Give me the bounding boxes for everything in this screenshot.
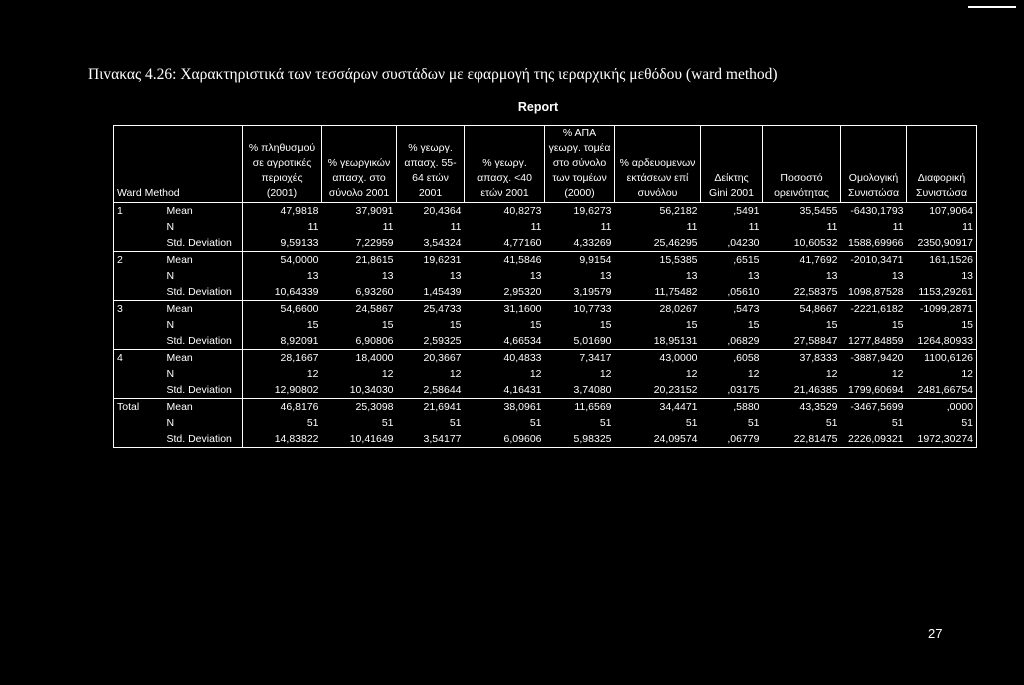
table-cell: 25,4733 bbox=[423, 303, 462, 315]
table-cell: 5,01690 bbox=[545, 333, 615, 350]
table-cell: 13 bbox=[529, 270, 542, 282]
table-cell: 1100,6126 bbox=[924, 352, 974, 364]
table-cell: 51 bbox=[306, 417, 319, 429]
table-cell: 37,8333 bbox=[799, 352, 838, 364]
statistic-label: N bbox=[164, 415, 243, 431]
page-number: 27 bbox=[928, 626, 943, 641]
table-row bbox=[114, 382, 977, 399]
table-row bbox=[114, 333, 977, 350]
table-cell: 11 bbox=[382, 221, 394, 233]
table-cell: 18,4000 bbox=[355, 352, 394, 364]
table-cell: 1,45439 bbox=[397, 284, 465, 301]
table-cell: ,04230 bbox=[701, 235, 763, 252]
table-cell: 4,16431 bbox=[465, 382, 545, 399]
table-cell: 24,5867 bbox=[355, 303, 394, 315]
table-cell: 19,6231 bbox=[423, 254, 462, 266]
table-cell: 12 bbox=[306, 368, 319, 380]
table-cell: 47,9818 bbox=[280, 205, 319, 217]
table-cell: 6,93260 bbox=[322, 284, 397, 301]
table-cell: 15 bbox=[825, 319, 838, 331]
table-cell: -6430,1793 bbox=[850, 205, 904, 217]
table-cell: ,5491 bbox=[733, 205, 760, 217]
table-cell: 10,7733 bbox=[573, 303, 612, 315]
table-cell: 15 bbox=[961, 319, 974, 331]
table-cell: 15 bbox=[381, 319, 394, 331]
table-cell: -1099,2871 bbox=[919, 303, 974, 315]
table-row bbox=[114, 350, 977, 367]
header-row bbox=[114, 126, 977, 203]
table-cell: 12 bbox=[599, 368, 612, 380]
table-cell: 12 bbox=[449, 368, 462, 380]
table-cell: 10,64339 bbox=[243, 284, 322, 301]
table-cell: 20,3667 bbox=[423, 352, 462, 364]
table-cell: 25,46295 bbox=[615, 235, 701, 252]
table-cell: 21,46385 bbox=[763, 382, 841, 399]
table-cell: 12 bbox=[961, 368, 974, 380]
table-row bbox=[114, 317, 977, 333]
table-cell: 20,4364 bbox=[423, 205, 462, 217]
table-cell: 2,95320 bbox=[465, 284, 545, 301]
table-cell: 21,8615 bbox=[355, 254, 394, 266]
table-cell: 15 bbox=[599, 319, 612, 331]
table-cell: 24,09574 bbox=[615, 431, 701, 448]
table-cell: 51 bbox=[685, 417, 698, 429]
column-header: % γεωργ. απασχ. 55-64 ετών 2001 bbox=[397, 126, 465, 203]
table-cell: 51 bbox=[747, 417, 760, 429]
table-cell: 1588,69966 bbox=[841, 235, 907, 252]
table-cell: 11 bbox=[450, 221, 462, 233]
group-label: Total bbox=[117, 401, 140, 413]
table-cell: 40,4833 bbox=[503, 352, 542, 364]
table-cell: 5,98325 bbox=[545, 431, 615, 448]
table-cell: 13 bbox=[449, 270, 462, 282]
table-cell: 107,9064 bbox=[929, 205, 974, 217]
column-header: Δείκτης Gini 2001 bbox=[701, 126, 763, 203]
table-cell: 13 bbox=[961, 270, 974, 282]
table-cell: 13 bbox=[381, 270, 394, 282]
table-cell: 3,19579 bbox=[545, 284, 615, 301]
table-body bbox=[114, 203, 977, 448]
table-cell: 11 bbox=[600, 221, 612, 233]
group-label bbox=[114, 284, 164, 301]
statistic-label: Mean bbox=[164, 350, 243, 367]
statistic-label: Std. Deviation bbox=[164, 284, 243, 301]
table-cell: 35,5455 bbox=[799, 205, 838, 217]
table-row bbox=[114, 431, 977, 448]
column-header: Ομολογική Συνιστώσα bbox=[841, 126, 907, 203]
table-cell: 28,1667 bbox=[280, 352, 319, 364]
table-cell: ,03175 bbox=[701, 382, 763, 399]
table-cell: 8,92091 bbox=[243, 333, 322, 350]
table-cell: 56,2182 bbox=[659, 205, 698, 217]
table-cell: 12,90802 bbox=[243, 382, 322, 399]
table-cell: 20,23152 bbox=[615, 382, 701, 399]
table-cell: 12 bbox=[685, 368, 698, 380]
table-cell: 14,83822 bbox=[243, 431, 322, 448]
table-cell: 6,09606 bbox=[465, 431, 545, 448]
table-cell: 15,5385 bbox=[659, 254, 698, 266]
group-label bbox=[114, 366, 164, 382]
table-cell: 13 bbox=[685, 270, 698, 282]
table-cell: 12 bbox=[747, 368, 760, 380]
statistic-label: Std. Deviation bbox=[164, 333, 243, 350]
report-table bbox=[113, 125, 977, 448]
table-cell: 51 bbox=[825, 417, 838, 429]
table-cell: 11,75482 bbox=[615, 284, 701, 301]
table-cell: 11 bbox=[530, 221, 542, 233]
table-cell: ,5473 bbox=[733, 303, 760, 315]
table-cell: 3,54324 bbox=[397, 235, 465, 252]
table-cell: 51 bbox=[529, 417, 542, 429]
table-cell: 11 bbox=[748, 221, 760, 233]
statistic-label: N bbox=[164, 317, 243, 333]
table-cell: 2,59325 bbox=[397, 333, 465, 350]
table-row bbox=[114, 268, 977, 284]
statistic-label: Mean bbox=[164, 252, 243, 269]
table-cell: 13 bbox=[891, 270, 904, 282]
table-cell: 54,6600 bbox=[280, 303, 319, 315]
table-row bbox=[114, 301, 977, 318]
table-cell: 1098,87528 bbox=[841, 284, 907, 301]
table-cell: 11 bbox=[892, 221, 904, 233]
table-cell: 15 bbox=[529, 319, 542, 331]
table-cell: -3887,9420 bbox=[850, 352, 904, 364]
table-row bbox=[114, 284, 977, 301]
table-cell: 15 bbox=[685, 319, 698, 331]
table-cell: 41,7692 bbox=[799, 254, 838, 266]
table-cell: 27,58847 bbox=[763, 333, 841, 350]
table-cell: 25,3098 bbox=[355, 401, 394, 413]
table-cell: 2481,66754 bbox=[907, 382, 977, 399]
table-cell: 54,0000 bbox=[280, 254, 319, 266]
table-cell: 2350,90917 bbox=[907, 235, 977, 252]
table-cell: 51 bbox=[449, 417, 462, 429]
column-header: % ΑΠΑ γεωργ. τομέα στο σύνολο των τομέων (2000) bbox=[545, 126, 615, 203]
table-cell: 11,6569 bbox=[574, 401, 612, 413]
table-cell: 19,6273 bbox=[573, 205, 612, 217]
table-cell: 22,81475 bbox=[763, 431, 841, 448]
table-cell: 18,95131 bbox=[615, 333, 701, 350]
table-cell: 13 bbox=[747, 270, 760, 282]
table-row bbox=[114, 203, 977, 220]
table-cell: 28,0267 bbox=[659, 303, 698, 315]
table-row bbox=[114, 252, 977, 269]
table-cell: 7,3417 bbox=[579, 352, 612, 364]
table-cell: 3,54177 bbox=[397, 431, 465, 448]
group-label bbox=[114, 268, 164, 284]
table-cell: 41,5846 bbox=[503, 254, 542, 266]
table-row bbox=[114, 219, 977, 235]
statistic-label: Std. Deviation bbox=[164, 235, 243, 252]
table-cell: 51 bbox=[961, 417, 974, 429]
group-label bbox=[114, 415, 164, 431]
group-label bbox=[114, 219, 164, 235]
table-cell: ,6515 bbox=[733, 254, 760, 266]
document-title: Πιvακας 4.26: Χαρακτηριστικά των τεσσάρων συστάδων με εφαρμογή της ιεραρχικής μεθόδου (ward method) bbox=[88, 66, 778, 83]
group-label bbox=[114, 431, 164, 448]
group-label: 1 bbox=[117, 205, 123, 217]
table-cell: -3467,5699 bbox=[850, 401, 904, 413]
table-row bbox=[114, 366, 977, 382]
table-cell: 51 bbox=[381, 417, 394, 429]
table-cell: 38,0961 bbox=[503, 401, 542, 413]
group-label bbox=[114, 382, 164, 399]
table-cell: 1264,80933 bbox=[907, 333, 977, 350]
statistic-label: Mean bbox=[164, 301, 243, 318]
table-cell: 13 bbox=[306, 270, 319, 282]
ward-method-header: Ward Method bbox=[117, 187, 180, 199]
table-cell: ,06779 bbox=[701, 431, 763, 448]
table-cell: 43,0000 bbox=[659, 352, 698, 364]
group-label: 4 bbox=[117, 352, 123, 364]
table-cell: 15 bbox=[747, 319, 760, 331]
table-cell: 4,33269 bbox=[545, 235, 615, 252]
statistic-label: N bbox=[164, 268, 243, 284]
table-row bbox=[114, 415, 977, 431]
table-cell: 11 bbox=[686, 221, 698, 233]
table-cell: ,5880 bbox=[733, 401, 760, 413]
table-row bbox=[114, 399, 977, 416]
report-title: Report bbox=[517, 100, 559, 114]
statistic-label: Std. Deviation bbox=[164, 431, 243, 448]
table-cell: 2,58644 bbox=[397, 382, 465, 399]
group-label bbox=[114, 333, 164, 350]
group-label: 3 bbox=[117, 303, 123, 315]
table-cell: 2226,09321 bbox=[841, 431, 907, 448]
statistic-label: Mean bbox=[164, 399, 243, 416]
table-cell: 51 bbox=[599, 417, 612, 429]
table-cell: 31,1600 bbox=[503, 303, 542, 315]
column-header: Διαφορική Συνιστώσα bbox=[907, 126, 977, 203]
group-label bbox=[114, 235, 164, 252]
table-cell: 4,77160 bbox=[465, 235, 545, 252]
table-cell: 4,66534 bbox=[465, 333, 545, 350]
table-cell: 1277,84859 bbox=[841, 333, 907, 350]
table-cell: 6,90806 bbox=[322, 333, 397, 350]
table-cell: 1153,29261 bbox=[907, 284, 977, 301]
statistic-label: Mean bbox=[164, 203, 243, 220]
table-cell: ,06829 bbox=[701, 333, 763, 350]
column-header: Ποσοστό ορεινότητας bbox=[763, 126, 841, 203]
table-cell: 12 bbox=[825, 368, 838, 380]
table-cell: 10,41649 bbox=[322, 431, 397, 448]
column-header: % γεωργ. απασχ. <40 ετών 2001 bbox=[465, 126, 545, 203]
table-cell: 43,3529 bbox=[799, 401, 838, 413]
table-cell: 10,60532 bbox=[763, 235, 841, 252]
table-cell: 11 bbox=[307, 221, 319, 233]
table-cell: 1799,60694 bbox=[841, 382, 907, 399]
table-cell: ,0000 bbox=[946, 401, 974, 413]
column-header: % γεωργικών απασχ. στο σύνολο 2001 bbox=[322, 126, 397, 203]
table-cell: 11 bbox=[826, 221, 838, 233]
table-cell: 13 bbox=[825, 270, 838, 282]
table-cell: 15 bbox=[306, 319, 319, 331]
table-cell: 37,9091 bbox=[355, 205, 394, 217]
table-cell: 15 bbox=[449, 319, 462, 331]
table-cell: 40,8273 bbox=[503, 205, 542, 217]
column-header: % πληθυσμού σε αγροτικές περιοχές (2001) bbox=[243, 126, 322, 203]
table-cell: 12 bbox=[381, 368, 394, 380]
table-cell: 10,34030 bbox=[322, 382, 397, 399]
table-cell: 3,74080 bbox=[545, 382, 615, 399]
table-cell: -2010,3471 bbox=[850, 254, 904, 266]
top-rule bbox=[968, 6, 1016, 8]
statistic-label: N bbox=[164, 366, 243, 382]
statistic-label: N bbox=[164, 219, 243, 235]
group-label: 2 bbox=[117, 254, 123, 266]
table-cell: ,05610 bbox=[701, 284, 763, 301]
table-cell: 161,1526 bbox=[929, 254, 974, 266]
column-header: % αρδευομενων εκτάσεων επί συνόλου bbox=[615, 126, 701, 203]
table-cell: 13 bbox=[599, 270, 612, 282]
table-cell: 34,4471 bbox=[659, 401, 698, 413]
table-cell: 51 bbox=[891, 417, 904, 429]
table-cell: 12 bbox=[891, 368, 904, 380]
table-cell: 7,22959 bbox=[322, 235, 397, 252]
table-row bbox=[114, 235, 977, 252]
table-cell: 21,6941 bbox=[423, 401, 462, 413]
table-cell: -2221,6182 bbox=[850, 303, 904, 315]
statistic-label: Std. Deviation bbox=[164, 382, 243, 399]
table-cell: 9,59133 bbox=[243, 235, 322, 252]
table-cell: ,6058 bbox=[733, 352, 760, 364]
table-cell: 12 bbox=[529, 368, 542, 380]
table-cell: 54,8667 bbox=[799, 303, 838, 315]
table-cell: 11 bbox=[962, 221, 974, 233]
table-cell: 22,58375 bbox=[763, 284, 841, 301]
table-cell: 15 bbox=[891, 319, 904, 331]
group-label bbox=[114, 317, 164, 333]
table-cell: 9,9154 bbox=[579, 254, 612, 266]
table-cell: 1972,30274 bbox=[907, 431, 977, 448]
table-cell: 46,8176 bbox=[280, 401, 319, 413]
